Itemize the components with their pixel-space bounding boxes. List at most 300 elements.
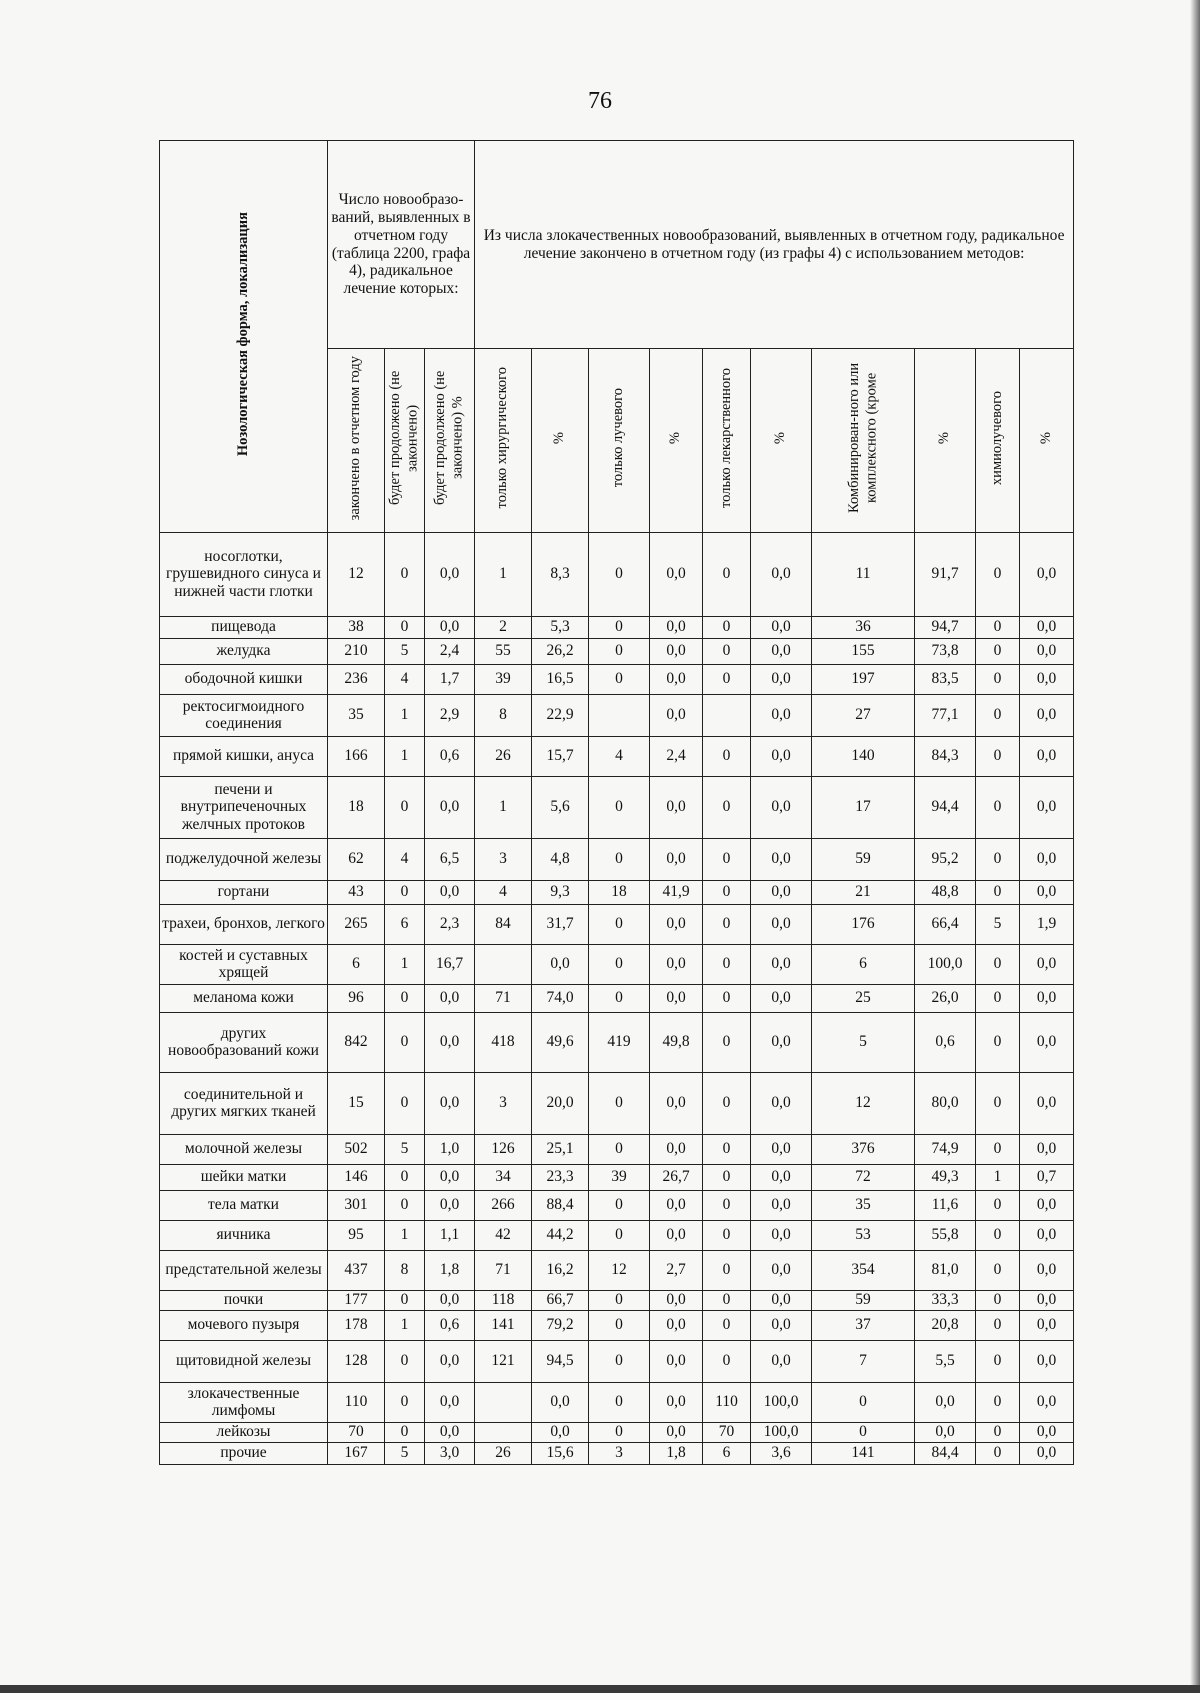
localization-cell: других новообразований кожи (160, 1012, 328, 1072)
value-cell: 59 (812, 1290, 915, 1310)
value-cell: 6 (385, 904, 425, 944)
value-cell: 0,6 (425, 736, 475, 776)
value-cell: 0 (703, 616, 751, 638)
value-cell: 0 (812, 1382, 915, 1422)
value-cell: 83,5 (915, 664, 976, 694)
table-row (160, 638, 1074, 664)
value-cell: 265 (328, 904, 385, 944)
value-cell: 141 (812, 1442, 915, 1464)
localization-header: Нозологическая форма, локализация (160, 141, 328, 533)
value-cell: 8,3 (532, 532, 589, 616)
table-row (160, 532, 1074, 616)
value-cell: 33,3 (915, 1290, 976, 1310)
value-cell: 166 (328, 736, 385, 776)
table-row (160, 1382, 1074, 1422)
value-cell: 0 (589, 638, 650, 664)
value-cell: 0 (703, 904, 751, 944)
value-cell: 0,0 (1020, 776, 1074, 838)
value-cell: 0 (589, 664, 650, 694)
value-cell: 0,0 (751, 944, 812, 984)
value-cell: 20,0 (532, 1072, 589, 1134)
value-cell: 0 (385, 1382, 425, 1422)
value-cell: 0,0 (751, 880, 812, 904)
localization-cell: лейкозы (160, 1422, 328, 1442)
value-cell: 18 (589, 880, 650, 904)
value-cell: 4 (589, 736, 650, 776)
value-cell: 100,0 (751, 1422, 812, 1442)
value-cell: 15 (328, 1072, 385, 1134)
value-cell: 0 (976, 1072, 1020, 1134)
count-group-header: Число новообразо-ваний, выявленных в отчетном году (таблица 2200, графа 4), радикальное лечение которых: (328, 141, 475, 349)
localization-cell: пищевода (160, 616, 328, 638)
value-cell: 3 (475, 838, 532, 880)
value-cell: 0,0 (751, 838, 812, 880)
value-cell: 376 (812, 1134, 915, 1164)
value-cell: 0 (589, 1310, 650, 1340)
value-cell: 0,0 (650, 664, 703, 694)
value-cell (589, 694, 650, 736)
value-cell: 3 (589, 1442, 650, 1464)
value-cell: 25 (812, 984, 915, 1012)
value-cell: 49,6 (532, 1012, 589, 1072)
value-cell: 1,9 (1020, 904, 1074, 944)
value-cell: 0 (703, 1220, 751, 1250)
column-header: будет продолжено (не закончено) (385, 349, 425, 533)
value-cell: 26 (475, 736, 532, 776)
value-cell: 74,9 (915, 1134, 976, 1164)
localization-cell: поджелудочной железы (160, 838, 328, 880)
value-cell: 0,0 (751, 1072, 812, 1134)
value-cell: 0 (976, 1134, 1020, 1164)
value-cell: 2,4 (425, 638, 475, 664)
value-cell: 0 (385, 1072, 425, 1134)
value-cell: 35 (328, 694, 385, 736)
value-cell: 81,0 (915, 1250, 976, 1290)
value-cell: 0,0 (650, 638, 703, 664)
value-cell: 118 (475, 1290, 532, 1310)
table-row (160, 880, 1074, 904)
value-cell: 41,9 (650, 880, 703, 904)
value-cell: 7 (812, 1340, 915, 1382)
table-row (160, 1072, 1074, 1134)
value-cell: 20,8 (915, 1310, 976, 1340)
value-cell: 84,3 (915, 736, 976, 776)
value-cell: 0 (703, 1250, 751, 1290)
value-cell: 0,0 (650, 1422, 703, 1442)
value-cell: 0,0 (650, 1134, 703, 1164)
localization-cell: прямой кишки, ануса (160, 736, 328, 776)
value-cell: 146 (328, 1164, 385, 1190)
value-cell: 0 (976, 1422, 1020, 1442)
value-cell: 0,0 (751, 638, 812, 664)
value-cell: 84 (475, 904, 532, 944)
value-cell: 0,0 (751, 1012, 812, 1072)
value-cell: 0,0 (650, 694, 703, 736)
value-cell: 0 (976, 638, 1020, 664)
value-cell: 178 (328, 1310, 385, 1340)
value-cell: 0,0 (650, 838, 703, 880)
value-cell: 0 (703, 532, 751, 616)
value-cell: 5 (976, 904, 1020, 944)
column-header: % (650, 349, 703, 533)
scan-edge (1190, 0, 1200, 1693)
value-cell: 0 (976, 1382, 1020, 1422)
value-cell: 0,0 (425, 776, 475, 838)
value-cell: 0,0 (650, 776, 703, 838)
value-cell: 1 (976, 1164, 1020, 1190)
value-cell: 49,3 (915, 1164, 976, 1190)
value-cell: 0,0 (751, 532, 812, 616)
value-cell: 0 (976, 532, 1020, 616)
table-row (160, 1134, 1074, 1164)
value-cell: 44,2 (532, 1220, 589, 1250)
value-cell: 25,1 (532, 1134, 589, 1164)
table-body (160, 532, 1074, 1464)
value-cell: 0,0 (650, 984, 703, 1012)
value-cell: 73,8 (915, 638, 976, 664)
value-cell: 0,0 (1020, 1340, 1074, 1382)
value-cell: 0 (703, 944, 751, 984)
value-cell: 0 (703, 838, 751, 880)
localization-cell: носоглотки, грушевидного синуса и нижней части глотки (160, 532, 328, 616)
value-cell: 8 (475, 694, 532, 736)
value-cell: 21 (812, 880, 915, 904)
value-cell: 1 (385, 1310, 425, 1340)
localization-cell: желудка (160, 638, 328, 664)
value-cell: 1,8 (425, 1250, 475, 1290)
value-cell: 55 (475, 638, 532, 664)
value-cell: 0 (703, 736, 751, 776)
value-cell: 71 (475, 1250, 532, 1290)
value-cell: 0,0 (1020, 736, 1074, 776)
value-cell: 22,9 (532, 694, 589, 736)
value-cell: 6 (812, 944, 915, 984)
value-cell: 5 (385, 1442, 425, 1464)
value-cell: 72 (812, 1164, 915, 1190)
value-cell: 0,0 (751, 1190, 812, 1220)
value-cell: 0,0 (1020, 1190, 1074, 1220)
value-cell: 0 (976, 736, 1020, 776)
table-row (160, 664, 1074, 694)
value-cell: 0 (703, 1290, 751, 1310)
value-cell: 0,0 (751, 1220, 812, 1250)
value-cell: 0,0 (650, 532, 703, 616)
value-cell: 0 (703, 1134, 751, 1164)
table-row (160, 838, 1074, 880)
value-cell: 0 (589, 904, 650, 944)
value-cell: 0,0 (751, 904, 812, 944)
value-cell: 301 (328, 1190, 385, 1220)
value-cell: 0 (703, 664, 751, 694)
value-cell: 0,0 (425, 532, 475, 616)
value-cell: 16,5 (532, 664, 589, 694)
value-cell: 95,2 (915, 838, 976, 880)
value-cell: 66,7 (532, 1290, 589, 1310)
value-cell: 0 (976, 1220, 1020, 1250)
value-cell: 0,0 (650, 944, 703, 984)
column-header: % (532, 349, 589, 533)
value-cell: 0,0 (532, 1382, 589, 1422)
value-cell: 4 (475, 880, 532, 904)
value-cell: 3,0 (425, 1442, 475, 1464)
value-cell: 4 (385, 838, 425, 880)
value-cell: 0 (976, 838, 1020, 880)
value-cell: 0 (812, 1422, 915, 1442)
value-cell: 91,7 (915, 532, 976, 616)
column-header: закончено в отчетном году (328, 349, 385, 533)
value-cell: 26 (475, 1442, 532, 1464)
value-cell: 0,0 (650, 1290, 703, 1310)
value-cell: 0 (976, 1250, 1020, 1290)
value-cell: 110 (703, 1382, 751, 1422)
value-cell: 155 (812, 638, 915, 664)
value-cell: 0 (976, 984, 1020, 1012)
value-cell: 0,0 (751, 616, 812, 638)
table-row (160, 1422, 1074, 1442)
value-cell: 26,0 (915, 984, 976, 1012)
value-cell: 0,0 (650, 1310, 703, 1340)
value-cell: 0,0 (751, 1310, 812, 1340)
value-cell: 0,0 (425, 984, 475, 1012)
value-cell: 0,0 (1020, 838, 1074, 880)
value-cell: 126 (475, 1134, 532, 1164)
value-cell: 2,4 (650, 736, 703, 776)
value-cell: 0 (385, 1290, 425, 1310)
value-cell: 95 (328, 1220, 385, 1250)
value-cell: 167 (328, 1442, 385, 1464)
value-cell: 0,0 (425, 1012, 475, 1072)
value-cell: 0 (589, 1290, 650, 1310)
value-cell: 96 (328, 984, 385, 1012)
value-cell: 3 (475, 1072, 532, 1134)
value-cell: 0,0 (425, 880, 475, 904)
value-cell: 5,5 (915, 1340, 976, 1382)
value-cell: 77,1 (915, 694, 976, 736)
value-cell: 15,6 (532, 1442, 589, 1464)
value-cell: 0 (589, 1190, 650, 1220)
table-row (160, 1190, 1074, 1220)
value-cell: 0 (589, 1072, 650, 1134)
value-cell: 23,3 (532, 1164, 589, 1190)
value-cell: 0,0 (915, 1422, 976, 1442)
table-row (160, 1340, 1074, 1382)
value-cell: 6 (703, 1442, 751, 1464)
value-cell: 5,3 (532, 616, 589, 638)
value-cell: 0,0 (1020, 616, 1074, 638)
value-cell: 0,0 (1020, 1220, 1074, 1250)
value-cell: 39 (589, 1164, 650, 1190)
value-cell: 26,2 (532, 638, 589, 664)
value-cell: 80,0 (915, 1072, 976, 1134)
value-cell: 1 (475, 532, 532, 616)
value-cell: 2,3 (425, 904, 475, 944)
value-cell (475, 1422, 532, 1442)
value-cell: 0 (385, 1340, 425, 1382)
value-cell: 0,0 (1020, 880, 1074, 904)
value-cell: 0,0 (1020, 664, 1074, 694)
treatment-table (159, 140, 1074, 1465)
value-cell: 11 (812, 532, 915, 616)
value-cell: 0,0 (1020, 1250, 1074, 1290)
value-cell: 0,0 (751, 736, 812, 776)
value-cell: 0 (976, 1012, 1020, 1072)
value-cell: 100,0 (751, 1382, 812, 1422)
value-cell: 418 (475, 1012, 532, 1072)
table-row (160, 1310, 1074, 1340)
value-cell: 34 (475, 1164, 532, 1190)
value-cell: 0 (385, 880, 425, 904)
value-cell: 94,7 (915, 616, 976, 638)
value-cell: 55,8 (915, 1220, 976, 1250)
localization-cell: щитовидной железы (160, 1340, 328, 1382)
value-cell: 0,7 (1020, 1164, 1074, 1190)
value-cell: 3,6 (751, 1442, 812, 1464)
value-cell: 1 (385, 694, 425, 736)
localization-cell: ректосигмоидного соединения (160, 694, 328, 736)
value-cell: 18 (328, 776, 385, 838)
value-cell: 42 (475, 1220, 532, 1250)
value-cell: 0 (589, 1220, 650, 1250)
value-cell: 0,0 (425, 1340, 475, 1382)
value-cell: 0,0 (425, 1164, 475, 1190)
value-cell: 236 (328, 664, 385, 694)
value-cell: 48,8 (915, 880, 976, 904)
value-cell: 2,7 (650, 1250, 703, 1290)
table-row (160, 1164, 1074, 1190)
value-cell: 0,0 (915, 1382, 976, 1422)
value-cell: 0 (976, 1310, 1020, 1340)
value-cell: 5 (385, 1134, 425, 1164)
value-cell: 0,0 (425, 1382, 475, 1422)
value-cell: 502 (328, 1134, 385, 1164)
localization-cell: трахеи, бронхов, легкого (160, 904, 328, 944)
value-cell: 12 (328, 532, 385, 616)
value-cell: 0 (703, 638, 751, 664)
value-cell: 12 (812, 1072, 915, 1134)
value-cell: 354 (812, 1250, 915, 1290)
value-cell: 0 (385, 1190, 425, 1220)
value-cell: 71 (475, 984, 532, 1012)
value-cell: 62 (328, 838, 385, 880)
value-cell: 1,8 (650, 1442, 703, 1464)
value-cell: 27 (812, 694, 915, 736)
value-cell: 0,0 (425, 1422, 475, 1442)
localization-cell: молочной железы (160, 1134, 328, 1164)
localization-cell: ободочной кишки (160, 664, 328, 694)
value-cell: 0 (589, 776, 650, 838)
table-row (160, 984, 1074, 1012)
value-cell: 36 (812, 616, 915, 638)
value-cell: 39 (475, 664, 532, 694)
value-cell: 16,2 (532, 1250, 589, 1290)
value-cell: 0,0 (1020, 694, 1074, 736)
value-cell: 15,7 (532, 736, 589, 776)
value-cell: 1 (385, 944, 425, 984)
table-row (160, 1442, 1074, 1464)
value-cell (703, 694, 751, 736)
column-header: только лучевого (589, 349, 650, 533)
localization-cell: злокачественные лимфомы (160, 1382, 328, 1422)
value-cell: 0,0 (650, 904, 703, 944)
value-cell: 88,4 (532, 1190, 589, 1220)
value-cell: 0 (385, 1164, 425, 1190)
value-cell: 0 (385, 1422, 425, 1442)
value-cell: 0 (976, 664, 1020, 694)
value-cell: 0,0 (1020, 1382, 1074, 1422)
value-cell: 197 (812, 664, 915, 694)
value-cell: 0,0 (425, 1190, 475, 1220)
value-cell: 0 (589, 1422, 650, 1442)
value-cell: 0,6 (425, 1310, 475, 1340)
value-cell: 0 (385, 532, 425, 616)
value-cell: 0,0 (650, 1382, 703, 1422)
value-cell: 0,0 (650, 1072, 703, 1134)
value-cell: 94,4 (915, 776, 976, 838)
value-cell: 16,7 (425, 944, 475, 984)
value-cell: 842 (328, 1012, 385, 1072)
value-cell: 110 (328, 1382, 385, 1422)
value-cell: 0,0 (751, 1164, 812, 1190)
value-cell: 128 (328, 1340, 385, 1382)
value-cell: 0,0 (650, 1190, 703, 1220)
table-row (160, 904, 1074, 944)
value-cell (475, 1382, 532, 1422)
value-cell: 49,8 (650, 1012, 703, 1072)
value-cell: 66,4 (915, 904, 976, 944)
value-cell: 0 (589, 984, 650, 1012)
value-cell: 70 (328, 1422, 385, 1442)
value-cell: 6 (328, 944, 385, 984)
value-cell: 43 (328, 880, 385, 904)
table-row (160, 1250, 1074, 1290)
column-header: только хирургического (475, 349, 532, 533)
value-cell: 0 (703, 1340, 751, 1382)
value-cell: 0,0 (751, 1134, 812, 1164)
value-cell: 0,0 (1020, 984, 1074, 1012)
value-cell: 1,7 (425, 664, 475, 694)
value-cell: 9,3 (532, 880, 589, 904)
column-header: % (915, 349, 976, 533)
value-cell: 0,0 (425, 1072, 475, 1134)
value-cell: 437 (328, 1250, 385, 1290)
value-cell: 0,0 (1020, 1442, 1074, 1464)
value-cell: 0 (976, 776, 1020, 838)
value-cell (475, 944, 532, 984)
value-cell: 140 (812, 736, 915, 776)
value-cell: 0 (385, 1012, 425, 1072)
value-cell: 0 (976, 694, 1020, 736)
value-cell: 0,0 (751, 1290, 812, 1310)
value-cell: 5 (812, 1012, 915, 1072)
scan-edge-bottom (0, 1685, 1200, 1693)
value-cell: 0,0 (1020, 1310, 1074, 1340)
table-row (160, 694, 1074, 736)
localization-cell: тела матки (160, 1190, 328, 1220)
localization-cell: почки (160, 1290, 328, 1310)
localization-cell: яичника (160, 1220, 328, 1250)
localization-cell: прочие (160, 1442, 328, 1464)
value-cell: 1 (475, 776, 532, 838)
value-cell: 0,0 (1020, 1012, 1074, 1072)
value-cell: 266 (475, 1190, 532, 1220)
value-cell: 74,0 (532, 984, 589, 1012)
value-cell: 1,1 (425, 1220, 475, 1250)
value-cell: 0 (589, 1134, 650, 1164)
value-cell: 0 (976, 1190, 1020, 1220)
value-cell: 0,0 (1020, 1134, 1074, 1164)
value-cell: 84,4 (915, 1442, 976, 1464)
value-cell: 8 (385, 1250, 425, 1290)
